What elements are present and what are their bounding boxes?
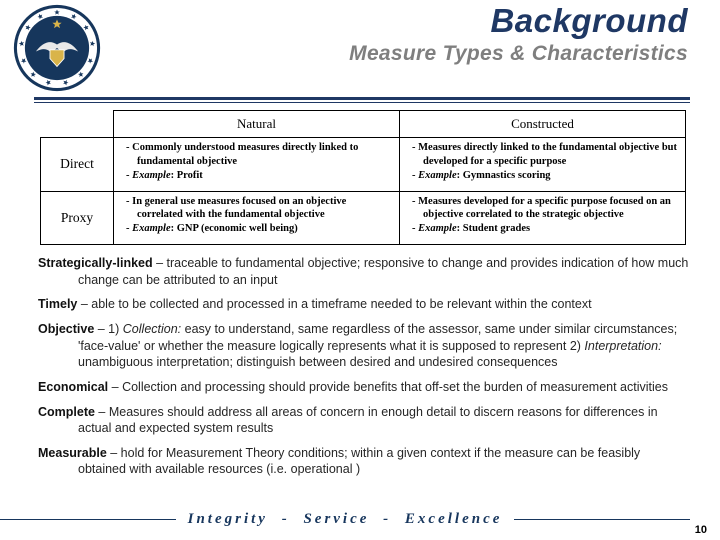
col-header-natural: Natural <box>114 111 400 138</box>
definition-term: Measurable <box>38 445 107 460</box>
definition-term: Objective <box>38 322 95 337</box>
definition-text: easy to understand, same regardless of the assessor, same under similar circumstances; 'face-value' or whether the measure logically represents what it is supposed to represent 2) <box>78 322 678 353</box>
bullet-text: In general use measures focused on an objective correlated with the fundamental objective <box>132 195 347 221</box>
table-header-row <box>41 111 686 138</box>
footer-rule-right <box>514 519 690 520</box>
bullet-dash: - <box>412 142 419 153</box>
example-value: : GNP (economic well being) <box>170 223 298 235</box>
slide-subtitle: Measure Types & Characteristics <box>349 41 688 65</box>
cell-example <box>406 222 679 236</box>
measure-types-table <box>40 110 686 245</box>
cell-example <box>120 222 393 236</box>
definition-term: Timely <box>38 297 78 312</box>
table-row-proxy <box>41 191 686 245</box>
air-force-seal-icon <box>13 4 101 97</box>
cell-example <box>120 169 393 183</box>
slide-header <box>0 0 720 97</box>
example-label: Example <box>418 169 457 181</box>
definition <box>38 321 690 371</box>
cell-bullet <box>406 141 679 169</box>
definition-italic-segment: Interpretation: <box>584 338 662 353</box>
cell-proxy-natural <box>114 191 400 245</box>
bullet-dash: - <box>412 195 419 207</box>
table-row-direct <box>41 138 686 192</box>
definition <box>38 379 690 396</box>
example-value: : Gymnastics scoring <box>456 169 551 181</box>
example-label: Example <box>132 223 171 235</box>
footer-motto: Integrity - Service - Excellence <box>187 511 503 527</box>
col-header-constructed: Constructed <box>400 111 686 138</box>
footer-rule-left <box>0 519 176 520</box>
bullet-text: Commonly understood measures directly linked to fundamental objective <box>132 142 359 167</box>
definition-term: Complete <box>38 404 95 419</box>
bullet-dash: - <box>126 195 133 207</box>
page-number: 10 <box>694 524 707 536</box>
measure-types-table-wrap <box>40 110 686 245</box>
slide-title: Background <box>490 2 688 39</box>
cell-bullet <box>120 141 393 169</box>
bullet-text: Measures developed for a specific purpose focused on an objective correlated to the strategic objective <box>418 195 671 221</box>
example-value: : Profit <box>170 169 203 181</box>
row-header-proxy: Proxy <box>41 191 114 245</box>
definitions-list <box>38 255 690 478</box>
bullet-dash: - <box>126 142 133 153</box>
cell-proxy-constructed <box>400 191 686 245</box>
definition-term: Strategically-linked <box>38 256 153 271</box>
definition-text: unambiguous interpretation; distinguish between desired and undesired consequences <box>78 355 558 370</box>
cell-example <box>406 169 679 183</box>
bullet-dash: - <box>412 169 419 181</box>
header-titles <box>349 4 688 66</box>
header-divider-rule <box>34 97 690 103</box>
cell-bullet <box>406 195 679 223</box>
bullet-dash: - <box>412 223 419 235</box>
definition <box>38 445 690 478</box>
example-value: : Student grades <box>456 223 531 235</box>
definition-term: Economical <box>38 379 109 394</box>
definition-italic-segment: Collection: <box>122 322 182 337</box>
cell-bullet <box>120 195 393 223</box>
cell-direct-natural <box>114 138 400 192</box>
definition-text: – Collection and processing should provide benefits that off-set the burden of measurement activities <box>108 379 668 394</box>
bullet-dash: - <box>126 223 133 235</box>
bullet-text: Measures directly linked to the fundamental objective but developed for a specific purpose <box>418 142 678 167</box>
definition <box>38 255 690 288</box>
definition-text: – 1) <box>94 322 123 337</box>
example-label: Example <box>132 169 171 181</box>
definition-text: – hold for Measurement Theory conditions; within a given context if the measure can be feasibly obtained with available resources (i.e. operational ) <box>78 445 641 477</box>
cell-direct-constructed <box>400 138 686 192</box>
definition-text: – Measures should address all areas of concern in enough detail to discern reasons for differences in actual and expected system results <box>78 404 658 436</box>
definition <box>38 404 690 437</box>
definition-text: – traceable to fundamental objective; responsive to change and provides indication of how much change can be attributed to an input <box>78 256 689 287</box>
row-header-direct: Direct <box>41 138 114 192</box>
definition <box>38 296 690 313</box>
example-label: Example <box>418 223 457 235</box>
slide-footer <box>0 511 690 528</box>
definition-text: – able to be collected and processed in a timeframe needed to be relevant within the context <box>77 297 592 312</box>
bullet-dash: - <box>126 169 133 181</box>
table-corner-cell <box>41 111 114 138</box>
